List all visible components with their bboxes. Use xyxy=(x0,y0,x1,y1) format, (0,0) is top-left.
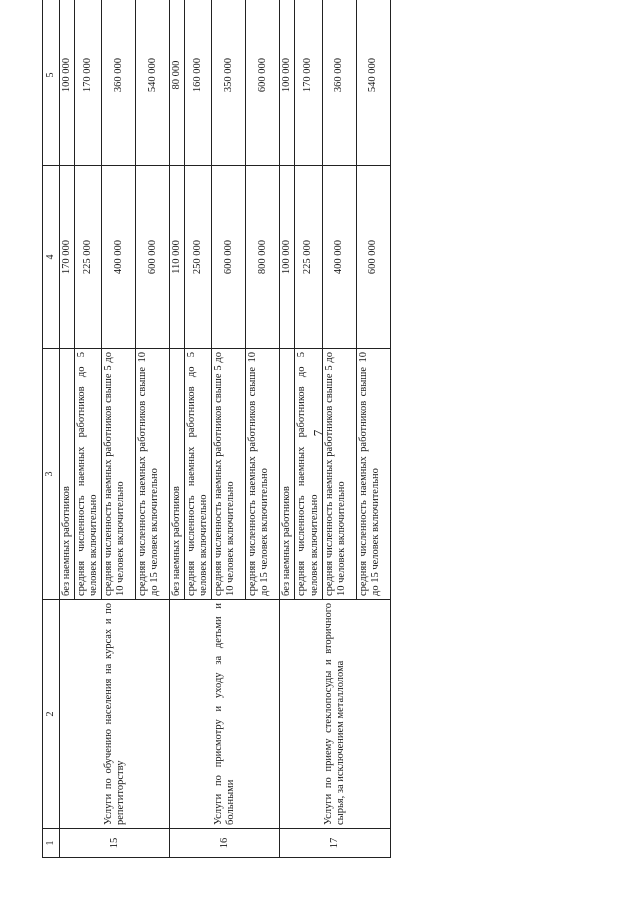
value-col-5: 100 000 xyxy=(280,0,295,166)
value-col-5: 80 000 xyxy=(170,0,185,166)
page-number: 7 xyxy=(310,429,326,437)
employee-category: средняя численность наемных работников свыше 10 до 15 человек включительно xyxy=(246,349,280,600)
employee-category: средняя численность наемных работников свыше 5 до 10 человек включительно xyxy=(322,349,356,600)
employee-category: средняя численность наемных работников свыше 10 до 15 человек включительно xyxy=(356,349,390,600)
value-col-5: 350 000 xyxy=(212,0,246,166)
value-col-5: 170 000 xyxy=(295,0,322,166)
value-col-4: 110 000 xyxy=(170,166,185,349)
value-col-4: 600 000 xyxy=(356,166,390,349)
value-col-4: 600 000 xyxy=(212,166,246,349)
employee-category: без наемных работников xyxy=(170,349,185,600)
employee-category: без наемных работников xyxy=(60,349,75,600)
value-col-4: 400 000 xyxy=(102,166,136,349)
header-col-2: 2 xyxy=(43,600,60,829)
value-col-5: 170 000 xyxy=(75,0,102,166)
header-col-1: 1 xyxy=(43,829,60,858)
value-col-5: 160 000 xyxy=(185,0,212,166)
value-col-4: 170 000 xyxy=(60,166,75,349)
employee-category: без наемных работников xyxy=(280,349,295,600)
value-col-4: 400 000 xyxy=(322,166,356,349)
table-row xyxy=(170,0,185,858)
service-number: 16 xyxy=(170,829,280,858)
table-row xyxy=(280,0,295,858)
employee-category: средняя численность наемных работников свыше 5 до 10 человек включительно xyxy=(102,349,136,600)
value-col-5: 360 000 xyxy=(322,0,356,166)
rotated-table-wrapper xyxy=(42,20,552,858)
value-col-4: 600 000 xyxy=(136,166,170,349)
value-col-4: 250 000 xyxy=(185,166,212,349)
header-col-3: 3 xyxy=(43,349,60,600)
header-row xyxy=(43,0,60,858)
service-name: Услуги по обучению населения на курсах и по репетиторству xyxy=(60,600,170,829)
table-row xyxy=(60,0,75,858)
employee-category: средняя численность наемных работников свыше 5 до 10 человек включительно xyxy=(212,349,246,600)
fee-table xyxy=(42,0,391,858)
value-col-5: 540 000 xyxy=(136,0,170,166)
value-col-4: 800 000 xyxy=(246,166,280,349)
employee-category: средняя численность наемных работников до 5 человек включительно xyxy=(75,349,102,600)
header-col-5: 5 xyxy=(43,0,60,166)
employee-category: средняя численность наемных работников до 5 человек включительно xyxy=(295,349,322,600)
employee-category: средняя численность наемных работников до 5 человек включительно xyxy=(185,349,212,600)
value-col-5: 360 000 xyxy=(102,0,136,166)
value-col-5: 540 000 xyxy=(356,0,390,166)
service-name: Услуги по присмотру и уходу за детьми и больными xyxy=(170,600,280,829)
employee-category: средняя численность наемных работников свыше 10 до 15 человек включительно xyxy=(136,349,170,600)
value-col-5: 100 000 xyxy=(60,0,75,166)
value-col-5: 600 000 xyxy=(246,0,280,166)
service-number: 17 xyxy=(280,829,390,858)
header-col-4: 4 xyxy=(43,166,60,349)
value-col-4: 225 000 xyxy=(295,166,322,349)
service-name: Услуги по приему стеклопосуды и вторичного сырья, за исключением металлолома xyxy=(280,600,390,829)
value-col-4: 100 000 xyxy=(280,166,295,349)
service-number: 15 xyxy=(60,829,170,858)
value-col-4: 225 000 xyxy=(75,166,102,349)
